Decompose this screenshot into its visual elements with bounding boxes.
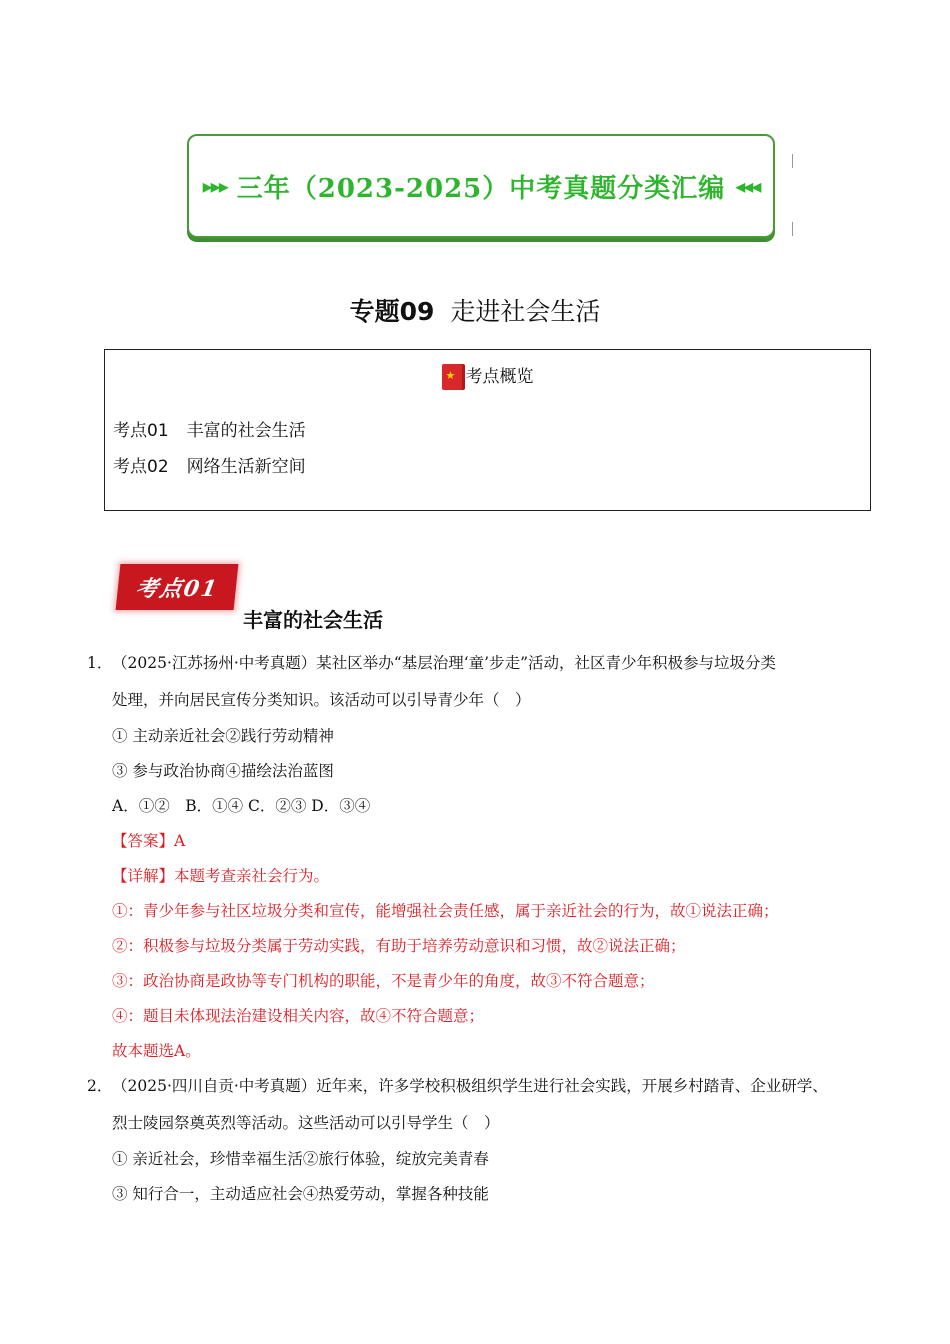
overview-item-name: 丰富的社会生活 — [186, 421, 306, 441]
topic-name: 走进社会生活 — [450, 297, 601, 326]
overview-item-name: 网络生活新空间 — [186, 457, 306, 477]
overview-item — [113, 452, 306, 477]
question-stem: （2025·四川自贡·中考真题）近年来，许多学校积极组织学生进行社会实践，开展乡村踏青、企业研学、 — [112, 1077, 828, 1095]
topic-prefix: 专题09 — [349, 297, 435, 326]
conclusion-line: 故本题选A。 — [112, 1042, 201, 1060]
detail-line: 【详解】本题考查亲社会行为。 — [112, 867, 330, 885]
book-icon — [442, 364, 462, 390]
explanation-line: ④：题目未体现法治建设相关内容，故④不符合题意； — [112, 1007, 485, 1025]
question-number: 1． — [87, 654, 113, 672]
explanation-line: ③：政治协商是政协等专门机构的职能，不是青少年的角度，故③不符合题意； — [112, 972, 655, 990]
banner-right-arrows-icon: ◂◂◂ — [735, 174, 760, 198]
option-line: ③ 参与政治协商④描绘法治蓝图 — [112, 762, 334, 780]
question-number: 2． — [87, 1077, 113, 1095]
answer-line: 【答案】A — [112, 832, 186, 850]
page-title — [0, 292, 950, 328]
question-stem: （2025·江苏扬州·中考真题）某社区举办“基层治理‘童’步走”活动，社区青少年积极参与垃圾分类 — [112, 654, 777, 672]
section-title: 丰富的社会生活 — [243, 608, 383, 632]
overview-box — [104, 349, 871, 511]
edge-mark — [792, 222, 793, 236]
banner-title: 三年（2023-2025）中考真题分类汇编 — [236, 173, 726, 204]
overview-heading — [105, 362, 870, 390]
section-badge — [116, 564, 239, 610]
overview-item-code: 考点02 — [113, 457, 169, 477]
overview-heading-text: 考点概览 — [465, 367, 534, 387]
edge-mark — [792, 154, 793, 168]
choices-line: A．①② B．①④ C．②③ D．③④ — [112, 797, 371, 815]
section-badge-text: 考点01 — [133, 575, 221, 602]
option-line: ③ 知行合一，主动适应社会④热爱劳动，掌握各种技能 — [112, 1185, 489, 1203]
title-banner — [187, 134, 775, 238]
explanation-line: ①：青少年参与社区垃圾分类和宣传，能增强社会责任感，属于亲近社会的行为，故①说法正确； — [112, 902, 779, 920]
question-stem: 烈士陵园祭奠英烈等活动。这些活动可以引导学生（ ） — [112, 1114, 500, 1132]
option-line: ① 亲近社会，珍惜幸福生活②旅行体验，绽放完美青春 — [112, 1150, 489, 1168]
question-stem: 处理，并向居民宣传分类知识。该活动可以引导青少年（ ） — [112, 691, 531, 709]
overview-item — [113, 416, 306, 441]
explanation-line: ②：积极参与垃圾分类属于劳动实践，有助于培养劳动意识和习惯，故②说法正确； — [112, 937, 686, 955]
banner-left-arrows-icon: ▸▸▸ — [202, 174, 227, 198]
option-line: ① 主动亲近社会②践行劳动精神 — [112, 727, 334, 745]
overview-item-code: 考点01 — [113, 421, 169, 441]
